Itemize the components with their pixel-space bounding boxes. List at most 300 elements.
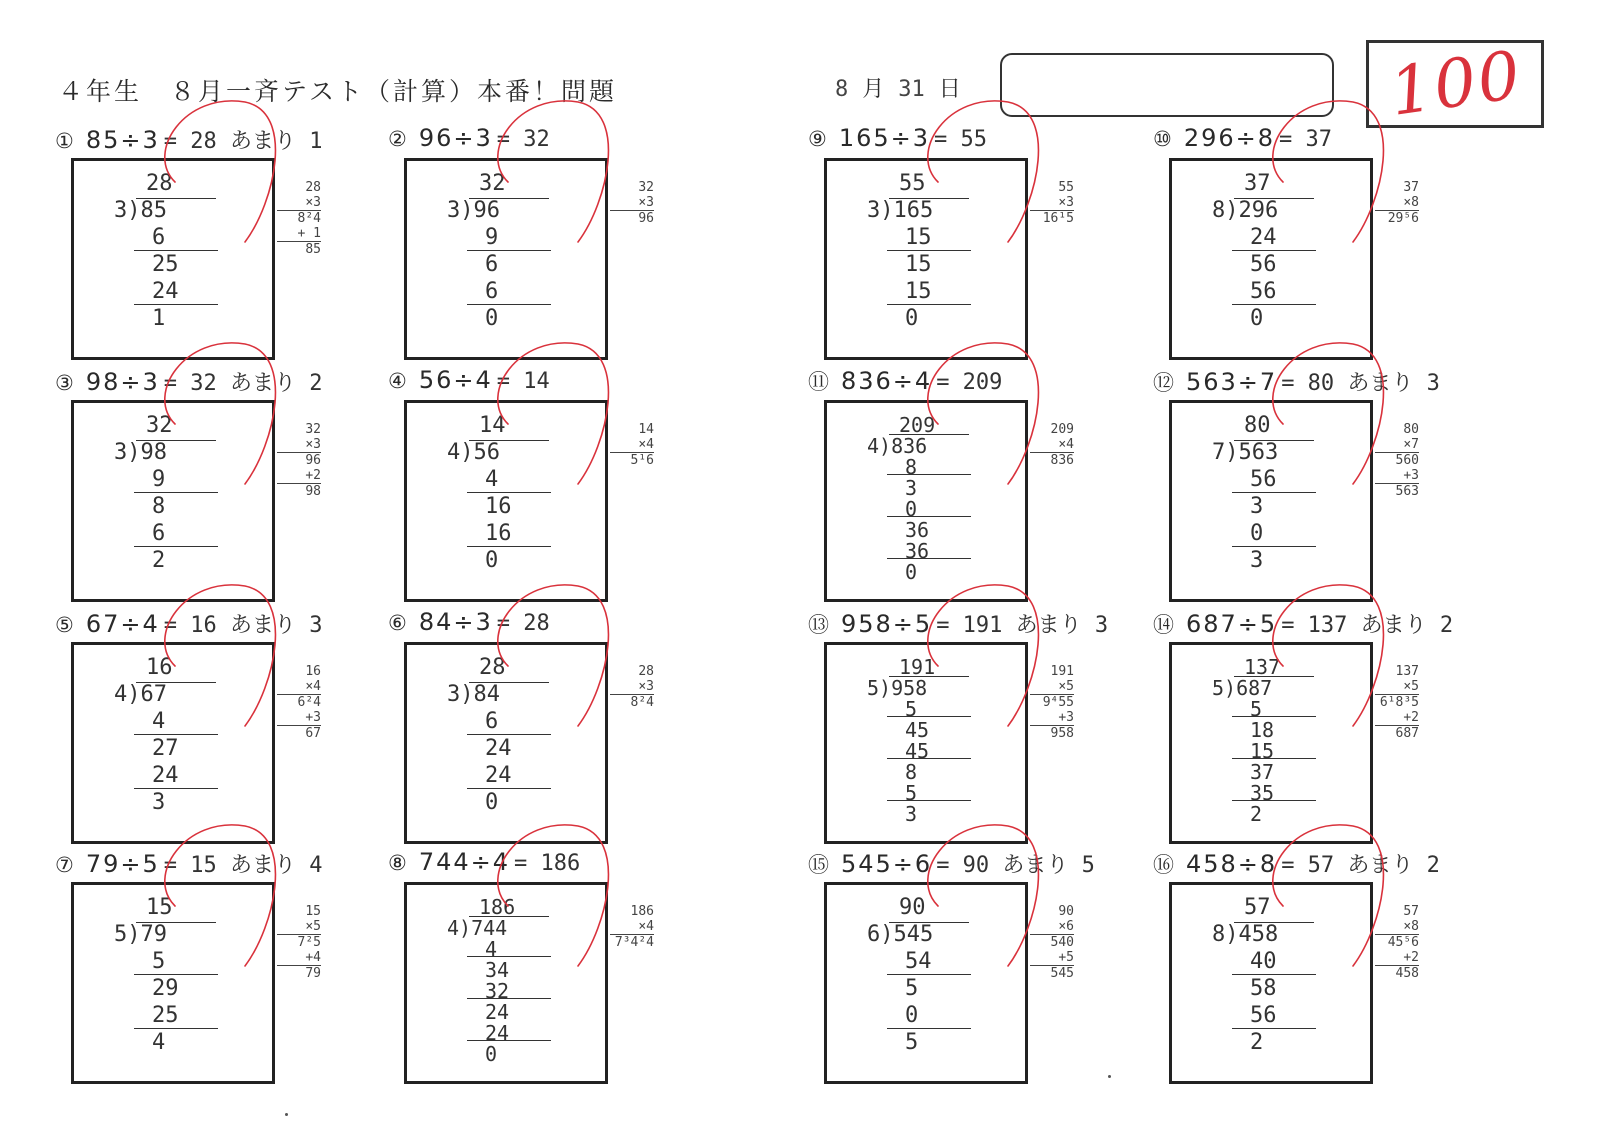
work-step: 16 bbox=[485, 521, 512, 546]
subtraction-line bbox=[467, 734, 551, 735]
check-calculation bbox=[610, 422, 654, 468]
check-line: 80 bbox=[1403, 422, 1419, 437]
check-line: +2 bbox=[1403, 710, 1419, 725]
work-step: 8 bbox=[905, 760, 918, 784]
work-step: 56 bbox=[1250, 1003, 1277, 1028]
check-line: 186 bbox=[630, 904, 654, 919]
work-step: 4 bbox=[152, 1030, 166, 1055]
check-calculation bbox=[277, 664, 321, 741]
work-step: 6 bbox=[485, 252, 499, 277]
check-calculation bbox=[1375, 904, 1419, 981]
work-step: 0 bbox=[905, 497, 918, 521]
dividend: 3)98 bbox=[114, 440, 167, 465]
check-line: 32 bbox=[305, 422, 321, 437]
handwritten-answer: = 186 bbox=[514, 851, 581, 876]
work-step: 0 bbox=[1250, 306, 1264, 331]
subtraction-line bbox=[1232, 304, 1316, 305]
check-calculation bbox=[1030, 180, 1074, 226]
dividend: 3)165 bbox=[867, 198, 934, 223]
question-row bbox=[55, 848, 322, 879]
check-line: 209 bbox=[1050, 422, 1074, 437]
work-box bbox=[404, 158, 608, 360]
check-line: ×3 bbox=[305, 195, 321, 210]
work-step: 37 bbox=[1250, 760, 1275, 784]
work-step: 0 bbox=[485, 548, 499, 573]
division-bar bbox=[136, 440, 216, 441]
work-step: 0 bbox=[905, 306, 919, 331]
work-step: 15 bbox=[905, 225, 932, 250]
work-step: 4 bbox=[485, 937, 498, 961]
check-line: ×5 bbox=[305, 919, 321, 934]
work-step: 25 bbox=[152, 1003, 179, 1028]
handwritten-answer: = 16 あまり 3 bbox=[163, 613, 323, 638]
division-bar bbox=[136, 922, 216, 923]
check-line: +4 bbox=[305, 950, 321, 965]
subtraction-line bbox=[467, 788, 551, 789]
check-calculation bbox=[1375, 664, 1419, 741]
subtraction-line bbox=[887, 474, 971, 475]
problem-number: ⑯ bbox=[1153, 853, 1174, 877]
subtraction-line bbox=[467, 304, 551, 305]
work-box bbox=[1169, 642, 1373, 844]
problem-expression: 84÷3 bbox=[418, 608, 493, 636]
problem-number: ⑨ bbox=[808, 127, 827, 151]
work-box bbox=[1169, 882, 1373, 1084]
handwritten-answer: = 28 あまり 1 bbox=[163, 129, 323, 154]
work-box bbox=[71, 158, 275, 360]
problem-expression: 79÷5 bbox=[85, 850, 160, 878]
work-step: 56 bbox=[1250, 252, 1277, 277]
check-calculation bbox=[1030, 664, 1074, 741]
check-line: ×3 bbox=[638, 195, 654, 210]
work-box bbox=[824, 642, 1028, 844]
work-step: 35 bbox=[1250, 781, 1275, 805]
question-row bbox=[808, 608, 1108, 639]
work-step: 0 bbox=[1250, 521, 1264, 546]
work-step: 36 bbox=[905, 518, 930, 542]
work-step: 24 bbox=[485, 763, 512, 788]
work-step: 45 bbox=[905, 739, 930, 763]
work-step: 36 bbox=[905, 539, 930, 563]
work-step: 3 bbox=[1250, 494, 1264, 519]
problem-number: ⑬ bbox=[808, 613, 829, 637]
problem-number: ⑪ bbox=[808, 370, 829, 394]
division-bar bbox=[469, 198, 549, 199]
handwritten-answer: = 137 あまり 2 bbox=[1281, 613, 1454, 638]
subtraction-line bbox=[134, 974, 218, 975]
handwritten-answer: = 37 bbox=[1279, 127, 1332, 152]
check-line: 540 bbox=[1030, 934, 1074, 950]
work-box bbox=[71, 642, 275, 844]
check-line: 137 bbox=[1395, 664, 1419, 679]
work-step: 0 bbox=[905, 560, 918, 584]
subtraction-line bbox=[467, 998, 551, 999]
problem-number: ⑤ bbox=[55, 613, 74, 637]
subtraction-line bbox=[1232, 1028, 1316, 1029]
work-step: 24 bbox=[485, 736, 512, 761]
check-line: 28 bbox=[638, 664, 654, 679]
handwritten-answer: = 32 あまり 2 bbox=[163, 371, 323, 396]
problem-expression: 296÷8 bbox=[1183, 124, 1276, 152]
check-line: 37 bbox=[1403, 180, 1419, 195]
work-step: 3 bbox=[1250, 548, 1264, 573]
check-line: 6²4 bbox=[277, 694, 321, 710]
check-line: 14 bbox=[638, 422, 654, 437]
speck bbox=[285, 1113, 288, 1116]
work-step: 40 bbox=[1250, 949, 1277, 974]
check-calculation bbox=[1030, 904, 1074, 981]
speck bbox=[1108, 1075, 1111, 1078]
question-row bbox=[388, 608, 550, 636]
problem-number: ⑮ bbox=[808, 853, 829, 877]
check-line: ×5 bbox=[1403, 679, 1419, 694]
test-date bbox=[835, 72, 975, 103]
work-step: 0 bbox=[485, 1042, 498, 1066]
check-line: 32 bbox=[638, 180, 654, 195]
division-bar bbox=[889, 198, 969, 199]
quotient: 28 bbox=[146, 171, 173, 196]
problem-expression: 563÷7 bbox=[1186, 368, 1278, 396]
problem-number: ⑭ bbox=[1153, 613, 1174, 637]
handwritten-answer: = 32 bbox=[496, 127, 550, 152]
work-step: 5 bbox=[905, 697, 918, 721]
check-line: 57 bbox=[1403, 904, 1419, 919]
work-step: 24 bbox=[485, 1000, 510, 1024]
work-box bbox=[71, 882, 275, 1084]
check-line: ×6 bbox=[1058, 919, 1074, 934]
work-step: 18 bbox=[1250, 718, 1275, 742]
subtraction-line bbox=[134, 546, 218, 547]
page-title: ４年生 ８月一斉テスト（計算）本番！問題 bbox=[58, 77, 618, 106]
work-step: 4 bbox=[485, 467, 499, 492]
check-line: 16 bbox=[305, 664, 321, 679]
question-row bbox=[55, 124, 322, 155]
question-row bbox=[55, 366, 322, 397]
problem-expression: 958÷5 bbox=[841, 610, 933, 638]
work-step: 0 bbox=[905, 1003, 919, 1028]
question-row bbox=[1153, 608, 1453, 639]
check-line: ×4 bbox=[305, 679, 321, 694]
check-line: +3 bbox=[1403, 468, 1419, 483]
handwritten-answer: = 57 あまり 2 bbox=[1281, 853, 1440, 878]
check-line: +3 bbox=[1058, 710, 1074, 725]
work-step: 5 bbox=[905, 1030, 919, 1055]
check-line: 55 bbox=[1058, 180, 1074, 195]
problem-number: ② bbox=[388, 127, 407, 151]
work-step: 3 bbox=[152, 790, 166, 815]
work-box bbox=[824, 400, 1028, 602]
work-step: 6 bbox=[485, 709, 499, 734]
work-step: 58 bbox=[1250, 976, 1277, 1001]
subtraction-line bbox=[887, 1028, 971, 1029]
check-line: 7³4²4 bbox=[610, 934, 654, 950]
division-bar bbox=[889, 676, 969, 677]
dividend: 5)687 bbox=[1212, 676, 1273, 700]
work-step: 24 bbox=[152, 763, 179, 788]
dividend: 3)85 bbox=[114, 198, 167, 223]
problem-expression: 98÷3 bbox=[85, 368, 160, 396]
subtraction-line bbox=[467, 1040, 551, 1041]
date-month-label: 月 bbox=[862, 77, 885, 102]
check-line: ×4 bbox=[1058, 437, 1074, 452]
problem-number: ③ bbox=[55, 371, 74, 395]
check-line: 458 bbox=[1375, 965, 1419, 981]
check-line: 29⁵6 bbox=[1375, 210, 1419, 226]
subtraction-line bbox=[467, 250, 551, 251]
problem-expression: 744÷4 bbox=[418, 848, 511, 876]
division-bar bbox=[469, 440, 549, 441]
subtraction-line bbox=[887, 758, 971, 759]
subtraction-line bbox=[134, 788, 218, 789]
question-row bbox=[808, 366, 1002, 396]
subtraction-line bbox=[887, 974, 971, 975]
question-row bbox=[1153, 848, 1440, 879]
check-line: +3 bbox=[305, 710, 321, 725]
work-step: 4 bbox=[152, 709, 166, 734]
division-bar bbox=[889, 434, 969, 435]
work-step: 9 bbox=[152, 467, 166, 492]
check-line: 98 bbox=[277, 483, 321, 499]
dividend: 4)836 bbox=[867, 434, 928, 458]
quotient: 191 bbox=[899, 655, 936, 679]
subtraction-line bbox=[1232, 546, 1316, 547]
work-step: 24 bbox=[1250, 225, 1277, 250]
check-line: 836 bbox=[1030, 452, 1074, 468]
check-line: ×5 bbox=[1058, 679, 1074, 694]
work-step: 56 bbox=[1250, 467, 1277, 492]
date-month: 8 bbox=[835, 77, 849, 102]
subtraction-line bbox=[887, 716, 971, 717]
quotient: 37 bbox=[1244, 171, 1271, 196]
question-row bbox=[808, 848, 1095, 879]
handwritten-answer: = 14 bbox=[496, 369, 550, 394]
division-bar bbox=[1234, 676, 1314, 677]
work-step: 15 bbox=[1250, 739, 1275, 763]
check-calculation bbox=[610, 904, 654, 950]
check-calculation bbox=[610, 664, 654, 710]
handwritten-answer: = 28 bbox=[496, 611, 550, 636]
work-box bbox=[1169, 158, 1373, 360]
problem-expression: 458÷8 bbox=[1186, 850, 1278, 878]
problem-number: ⑫ bbox=[1153, 371, 1174, 395]
check-calculation bbox=[277, 904, 321, 981]
work-step: 56 bbox=[1250, 279, 1277, 304]
quotient: 14 bbox=[479, 413, 506, 438]
work-step: 16 bbox=[485, 494, 512, 519]
division-bar bbox=[469, 916, 549, 917]
check-line: 545 bbox=[1030, 965, 1074, 981]
division-bar bbox=[136, 682, 216, 683]
check-line: 16¹5 bbox=[1030, 210, 1074, 226]
problem-expression: 96÷3 bbox=[418, 124, 493, 152]
check-line: 560 bbox=[1375, 452, 1419, 468]
check-calculation bbox=[1030, 422, 1074, 468]
problem-expression: 67÷4 bbox=[85, 610, 160, 638]
check-line: 15 bbox=[305, 904, 321, 919]
work-step: 0 bbox=[485, 790, 499, 815]
subtraction-line bbox=[887, 304, 971, 305]
work-step: 0 bbox=[485, 306, 499, 331]
problem-expression: 836÷4 bbox=[841, 367, 933, 395]
work-step: 3 bbox=[905, 802, 918, 826]
check-calculation bbox=[277, 180, 321, 257]
work-step: 45 bbox=[905, 718, 930, 742]
work-box bbox=[404, 882, 608, 1084]
subtraction-line bbox=[1232, 800, 1316, 801]
question-row bbox=[388, 366, 550, 394]
quotient: 209 bbox=[899, 413, 936, 437]
problem-number: ① bbox=[55, 129, 74, 153]
check-line: 6¹8³5 bbox=[1375, 694, 1419, 710]
subtraction-line bbox=[887, 558, 971, 559]
check-line: 79 bbox=[277, 965, 321, 981]
problem-expression: 85÷3 bbox=[85, 126, 160, 154]
problem-number: ⑥ bbox=[388, 611, 407, 635]
work-step: 2 bbox=[152, 548, 166, 573]
division-bar bbox=[469, 682, 549, 683]
work-step: 5 bbox=[905, 976, 919, 1001]
check-line: ×4 bbox=[638, 919, 654, 934]
work-step: 9 bbox=[485, 225, 499, 250]
quotient: 137 bbox=[1244, 655, 1281, 679]
work-step: 1 bbox=[152, 306, 166, 331]
check-line: 9⁴55 bbox=[1030, 694, 1074, 710]
check-line: 96 bbox=[277, 452, 321, 468]
work-step: 8 bbox=[905, 455, 918, 479]
check-line: 8²4 bbox=[610, 694, 654, 710]
problem-expression: 165÷3 bbox=[838, 124, 931, 152]
work-step: 25 bbox=[152, 252, 179, 277]
dividend: 7)563 bbox=[1212, 440, 1279, 465]
check-line: 67 bbox=[277, 725, 321, 741]
problem-number: ⑦ bbox=[55, 853, 74, 877]
subtraction-line bbox=[1232, 492, 1316, 493]
division-bar bbox=[1234, 440, 1314, 441]
check-line: 7²5 bbox=[277, 934, 321, 950]
work-step: 24 bbox=[485, 1021, 510, 1045]
work-step: 6 bbox=[152, 521, 166, 546]
work-step: 3 bbox=[905, 476, 918, 500]
check-line: 958 bbox=[1030, 725, 1074, 741]
subtraction-line bbox=[467, 546, 551, 547]
problem-expression: 687÷5 bbox=[1186, 610, 1278, 638]
dividend: 5)79 bbox=[114, 922, 167, 947]
check-line: 28 bbox=[305, 180, 321, 195]
work-box bbox=[824, 882, 1028, 1084]
division-bar bbox=[1234, 922, 1314, 923]
handwritten-answer: = 15 あまり 4 bbox=[163, 853, 323, 878]
work-box bbox=[1169, 400, 1373, 602]
problem-number: ⑩ bbox=[1153, 127, 1172, 151]
handwritten-answer: = 80 あまり 3 bbox=[1281, 371, 1440, 396]
handwritten-answer: = 191 あまり 3 bbox=[936, 613, 1109, 638]
handwritten-answer: = 90 あまり 5 bbox=[936, 853, 1095, 878]
handwritten-answer: = 55 bbox=[934, 127, 987, 152]
subtraction-line bbox=[134, 304, 218, 305]
score-mark: 100 bbox=[1385, 36, 1527, 131]
check-line: 8²4 bbox=[277, 210, 321, 226]
question-row bbox=[55, 608, 322, 639]
dividend: 6)545 bbox=[867, 922, 934, 947]
check-line: ×8 bbox=[1403, 919, 1419, 934]
work-step: 2 bbox=[1250, 1030, 1264, 1055]
work-step: 27 bbox=[152, 736, 179, 761]
question-row bbox=[1153, 124, 1332, 152]
subtraction-line bbox=[887, 516, 971, 517]
work-box bbox=[404, 400, 608, 602]
subtraction-line bbox=[467, 492, 551, 493]
quotient: 15 bbox=[146, 895, 173, 920]
dividend: 4)744 bbox=[447, 916, 508, 940]
problem-expression: 56÷4 bbox=[418, 366, 493, 394]
subtraction-line bbox=[134, 250, 218, 251]
check-line: 96 bbox=[610, 210, 654, 226]
question-row bbox=[808, 124, 987, 152]
check-line: +2 bbox=[305, 468, 321, 483]
work-step: 15 bbox=[905, 252, 932, 277]
handwritten-answer: = 209 bbox=[936, 370, 1003, 395]
problem-number: ⑧ bbox=[388, 851, 407, 875]
problem-number: ④ bbox=[388, 369, 407, 393]
work-step: 6 bbox=[485, 279, 499, 304]
division-bar bbox=[136, 198, 216, 199]
work-step: 6 bbox=[152, 225, 166, 250]
work-step: 32 bbox=[485, 979, 510, 1003]
check-line: ×7 bbox=[1403, 437, 1419, 452]
check-calculation bbox=[1375, 180, 1419, 226]
check-line: 5¹6 bbox=[610, 452, 654, 468]
work-box bbox=[824, 158, 1028, 360]
check-calculation bbox=[1375, 422, 1419, 499]
work-step: 15 bbox=[905, 279, 932, 304]
check-line: 563 bbox=[1375, 483, 1419, 499]
work-step: 2 bbox=[1250, 802, 1263, 826]
check-calculation bbox=[610, 180, 654, 226]
check-line: +5 bbox=[1058, 950, 1074, 965]
dividend: 4)67 bbox=[114, 682, 167, 707]
check-line: + 1 bbox=[297, 226, 321, 241]
dividend: 3)96 bbox=[447, 198, 500, 223]
check-line: 687 bbox=[1375, 725, 1419, 741]
date-day-label: 日 bbox=[938, 77, 961, 102]
subtraction-line bbox=[887, 800, 971, 801]
subtraction-line bbox=[134, 492, 218, 493]
quotient: 186 bbox=[479, 895, 516, 919]
question-row bbox=[388, 124, 550, 152]
quotient: 28 bbox=[479, 655, 506, 680]
work-step: 5 bbox=[905, 781, 918, 805]
division-bar bbox=[889, 922, 969, 923]
dividend: 4)56 bbox=[447, 440, 500, 465]
work-step: 29 bbox=[152, 976, 179, 1001]
quotient: 57 bbox=[1244, 895, 1271, 920]
quotient: 55 bbox=[899, 171, 926, 196]
quotient: 80 bbox=[1244, 413, 1271, 438]
work-step: 54 bbox=[905, 949, 932, 974]
work-step: 8 bbox=[152, 494, 166, 519]
work-box bbox=[404, 642, 608, 844]
quotient: 32 bbox=[146, 413, 173, 438]
dividend: 5)958 bbox=[867, 676, 928, 700]
subtraction-line bbox=[1232, 716, 1316, 717]
work-box bbox=[71, 400, 275, 602]
check-line: 90 bbox=[1058, 904, 1074, 919]
work-step: 5 bbox=[1250, 697, 1263, 721]
name-box bbox=[1000, 53, 1334, 117]
date-day: 31 bbox=[898, 77, 925, 102]
check-line: 85 bbox=[277, 241, 321, 257]
work-step: 34 bbox=[485, 958, 510, 982]
